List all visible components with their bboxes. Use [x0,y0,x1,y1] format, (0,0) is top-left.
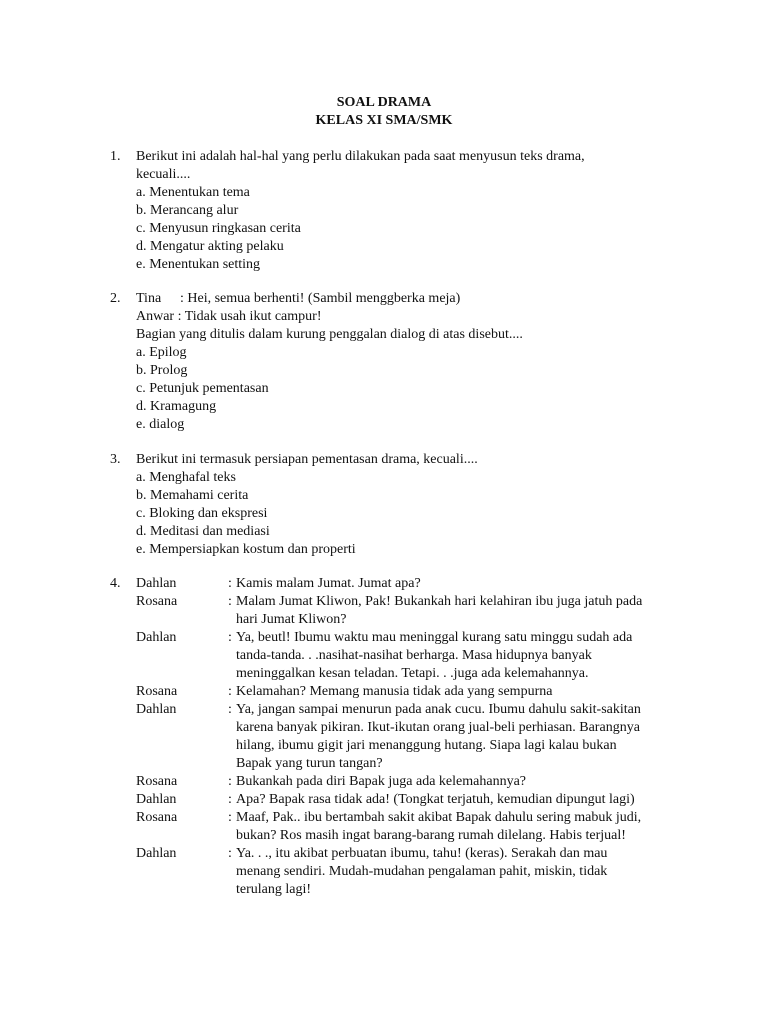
option-c: c. Bloking dan ekspresi [136,506,268,521]
option-e: e. Menentukan setting [136,257,261,272]
dialog-colon: : [228,702,232,717]
dialog-colon: : [228,774,232,789]
dialog-line [136,290,692,308]
dialog-line: Anwar : Tidak usah ikut campur! [136,309,322,324]
dialog-row [136,701,692,719]
dialog-block [136,575,692,899]
option-d: d. Kramagung [136,399,217,414]
dialog-text: tanda-tanda. . .nasihat-nasihat berharga. Masa hidupnya banyak [236,648,592,663]
dialog-row [136,611,692,629]
dialog-row [136,737,692,755]
dialog-row [136,647,692,665]
dialog-text: karena banyak pikiran. Ikut-ikutan orang jual-beli perhiasan. Barangnya [236,720,640,735]
dialog-row [136,845,692,863]
dialog-row [136,575,692,593]
question-number: 1. [110,149,121,164]
dialog-colon: : [228,810,232,825]
option-d: d. Meditasi dan mediasi [136,524,270,539]
dialog-colon: : [228,576,232,591]
option-d: d. Mengatur akting pelaku [136,239,284,254]
question-text: Berikut ini termasuk persiapan pementasan drama, kecuali.... [136,452,478,467]
dialog-text: Ya, beutl! Ibumu waktu mau meninggal kurang satu minggu sudah ada [236,630,633,645]
question-number: 2. [110,291,121,306]
dialog-row [136,755,692,773]
dialog-speaker: Dahlan [136,702,177,717]
question-number: 4. [110,576,121,591]
dialog-text: Maaf, Pak.. ibu bertambah sakit akibat Bapak dahulu sering mabuk judi, [236,810,642,825]
dialog-speaker: Rosana [136,810,178,825]
option-e: e. Mempersiapkan kostum dan properti [136,542,356,557]
dialog-row [136,593,692,611]
dialog-text: Kelamahan? Memang manusia tidak ada yang sempurna [236,684,553,699]
dialog-text: Ya, jangan sampai menurun pada anak cucu. Ibumu dahulu sakit-sakitan [236,702,641,717]
dialog-speaker: Dahlan [136,630,177,645]
question-text: Bagian yang ditulis dalam kurung penggalan dialog di atas disebut.... [136,327,523,342]
dialog-colon: : [228,594,232,609]
option-a: a. Menghafal teks [136,470,236,485]
dialog-text: Apa? Bapak rasa tidak ada! (Tongkat terjatuh, kemudian dipungut lagi) [236,792,635,807]
dialog-text: hari Jumat Kliwon? [236,612,347,627]
dialog-text: bukan? Ros masih ingat barang-barang rumah dilelang. Habis terjual! [236,828,626,843]
dialog-text: Bukankah pada diri Bapak juga ada kelemahannya? [236,774,526,789]
document-subtitle: KELAS XI SMA/SMK [315,113,453,128]
option-b: b. Memahami cerita [136,488,249,503]
document-title: SOAL DRAMA [336,95,432,110]
dialog-speaker: Dahlan [136,792,177,807]
dialog-row [136,881,692,899]
option-b: b. Prolog [136,363,188,378]
dialog-row [136,827,692,845]
dialog-row [136,809,692,827]
option-c: c. Petunjuk pementasan [136,381,269,396]
dialog-row [136,683,692,701]
dialog-row [136,665,692,683]
dialog-row [136,773,692,791]
dialog-speaker: Dahlan [136,846,177,861]
option-c: c. Menyusun ringkasan cerita [136,221,301,236]
dialog-text: hilang, ibumu gigit jari menanggung hutang. Siapa lagi kalau bukan [236,738,617,753]
dialog-row [136,863,692,881]
dialog-colon: : [228,792,232,807]
option-a: a. Epilog [136,345,187,360]
dialog-text: Ya. . ., itu akibat perbuatan ibumu, tahu! (keras). Serakah dan mau [236,846,608,861]
dialog-colon: : [228,846,232,861]
dialog-speaker: Rosana [136,684,178,699]
option-b: b. Merancang alur [136,203,239,218]
dialog-text: meninggalkan kesan teladan. Tetapi. . .juga ada kelemahannya. [236,666,589,681]
dialog-row [136,629,692,647]
option-e: e. dialog [136,417,185,432]
dialog-speaker: Rosana [136,774,178,789]
dialog-text: Malam Jumat Kliwon, Pak! Bukankah hari kelahiran ibu juga jatuh pada [236,594,643,609]
dialog-speaker: Tina [136,291,162,306]
question-text-cont: kecuali.... [136,167,191,182]
dialog-speaker: Rosana [136,594,178,609]
dialog-row [136,719,692,737]
dialog-text: : Hei, semua berhenti! (Sambil menggberka meja) [180,291,461,306]
dialog-colon: : [228,684,232,699]
dialog-text: Kamis malam Jumat. Jumat apa? [236,576,421,591]
dialog-colon: : [228,630,232,645]
dialog-text: Bapak yang turun tangan? [236,756,383,771]
dialog-row [136,791,692,809]
dialog-text: terulang lagi! [236,882,312,897]
question-text: Berikut ini adalah hal-hal yang perlu dilakukan pada saat menyusun teks drama, [136,149,585,164]
question-number: 3. [110,452,121,467]
option-a: a. Menentukan tema [136,185,250,200]
dialog-speaker: Dahlan [136,576,177,591]
dialog-text: menang sendiri. Mudah-mudahan pengalaman pahit, miskin, tidak [236,864,608,879]
